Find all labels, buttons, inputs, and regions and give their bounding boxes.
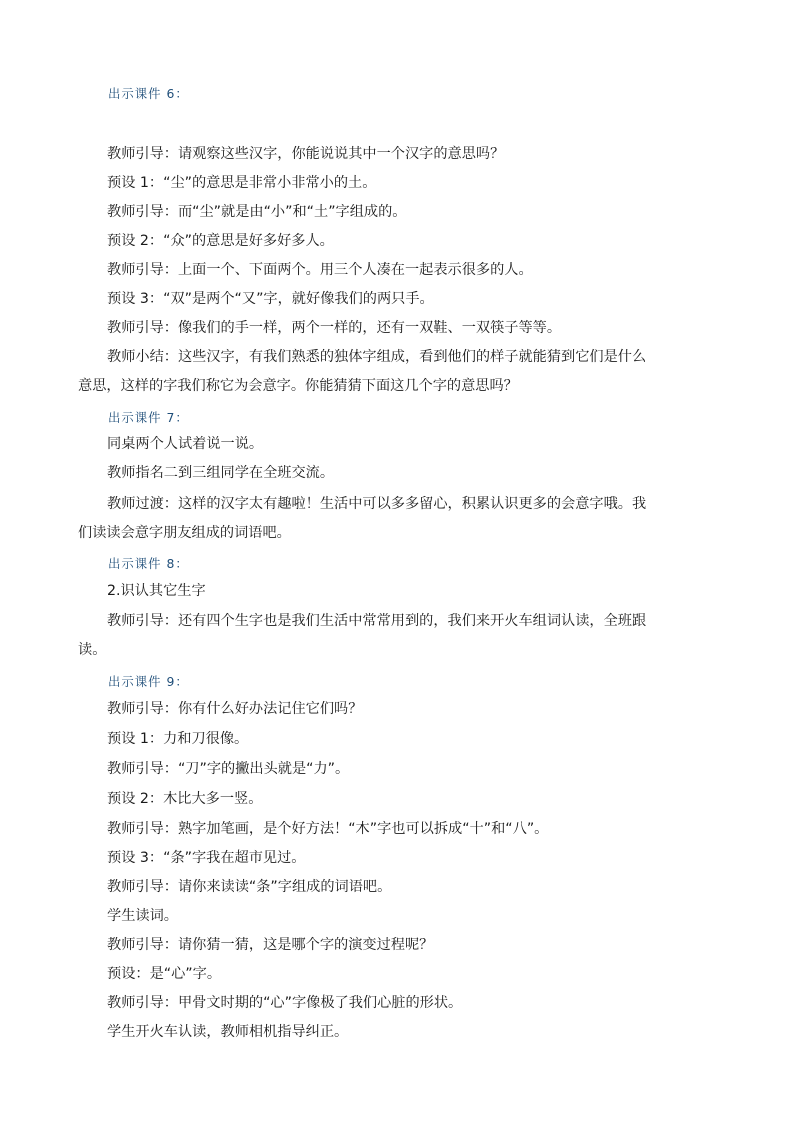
preset-line: 预设：是“心”字。 (107, 966, 222, 982)
teacher-guide-line: 教师引导：请你来读读“条”字组成的词语吧。 (107, 879, 392, 895)
teacher-guide-line: 教师引导：“刀”字的撇出头就是“力”。 (107, 761, 350, 777)
courseware-cue-7: 出示课件 7： (108, 410, 189, 425)
courseware-cue-9: 出示课件 9： (108, 674, 189, 689)
teacher-summary-line: 教师小结：这些汉字，有我们熟悉的独体字组成，看到他们的样子就能猜到它们是什么 (107, 349, 647, 365)
preset-line: 预设 3：“条”字我在超市见过。 (107, 850, 306, 866)
teacher-guide-line: 教师引导：熟字加笔画，是个好方法！“木”字也可以拆成“十”和“八”。 (107, 821, 549, 837)
teacher-guide-line: 教师引导：你有什么好办法记住它们吗？ (107, 701, 363, 717)
student-activity-line: 学生读词。 (107, 908, 178, 924)
teacher-guide-line: 教师引导：还有四个生字也是我们生活中常常用到的，我们来开火车组词认读，全班跟 (107, 613, 647, 629)
courseware-cue-6: 出示课件 6： (108, 86, 189, 101)
student-activity-line: 学生开火车认读，教师相机指导纠正。 (107, 1024, 349, 1040)
teacher-guide-line: 教师引导：甲骨文时期的“心”字像极了我们心脏的形状。 (107, 995, 463, 1011)
teacher-guide-line: 教师引导：上面一个、下面两个。用三个人凑在一起表示很多的人。 (107, 262, 533, 278)
activity-line: 同桌两个人试着说一说。 (107, 436, 264, 452)
teacher-transition-line-cont: 们读读会意字朋友组成的词语吧。 (78, 525, 291, 541)
section-heading: 2.识认其它生字 (107, 583, 206, 599)
preset-line: 预设 3：“双”是两个“又”字，就好像我们的两只手。 (107, 291, 434, 307)
preset-line: 预设 2：木比大多一竖。 (107, 791, 263, 807)
teacher-guide-line: 教师引导：请观察这些汉字，你能说说其中一个汉字的意思吗？ (107, 146, 505, 162)
teacher-summary-line-cont: 意思，这样的字我们称它为会意字。你能猜猜下面这几个字的意思吗？ (78, 378, 518, 394)
activity-line: 教师指名二到三组同学在全班交流。 (107, 465, 335, 481)
preset-line: 预设 1：力和刀很像。 (107, 731, 249, 747)
teacher-transition-line: 教师过渡：这样的汉字太有趣啦！生活中可以多多留心，积累认识更多的会意字哦。我 (107, 496, 647, 512)
preset-line: 预设 2：“众”的意思是好多好多人。 (107, 233, 334, 249)
teacher-guide-line-cont: 读。 (78, 642, 107, 658)
teacher-guide-line: 教师引导：像我们的手一样，两个一样的，还有一双鞋、一双筷子等等。 (107, 320, 562, 336)
preset-line: 预设 1：“尘”的意思是非常小非常小的土。 (107, 175, 377, 191)
teacher-guide-line: 教师引导：请你猜一猜，这是哪个字的演变过程呢？ (107, 937, 434, 953)
courseware-cue-8: 出示课件 8： (108, 556, 189, 571)
teacher-guide-line: 教师引导：而“尘”就是由“小”和“土”字组成的。 (107, 204, 407, 220)
